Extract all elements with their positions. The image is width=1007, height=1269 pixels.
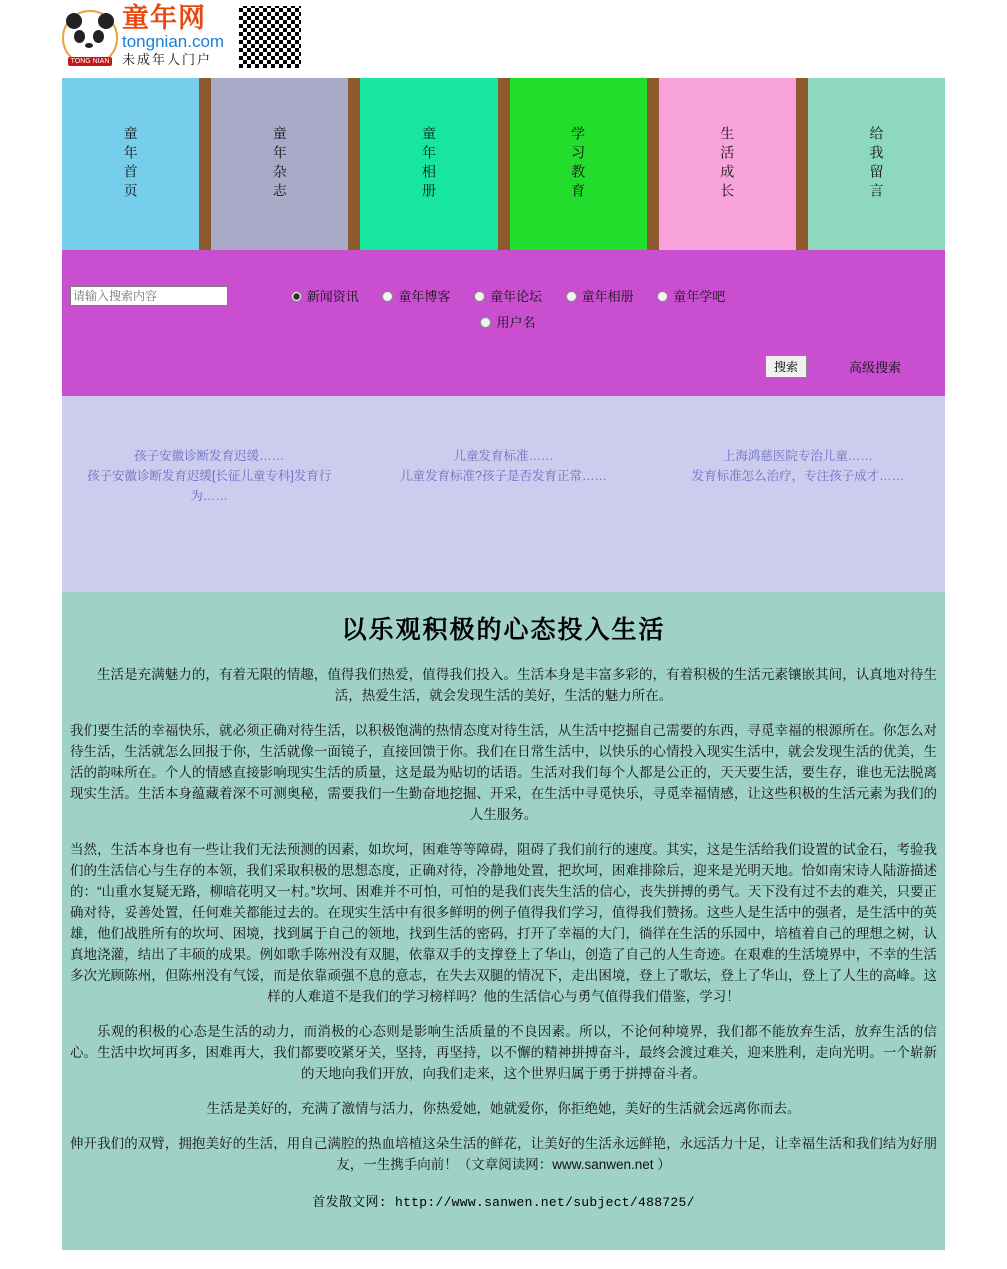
page-title: 以乐观积极的心态投入生活	[341, 616, 666, 644]
radio-icon[interactable]	[657, 291, 668, 302]
article-paragraph: 伸开我们的双臂，拥抱美好的生活，用自己满腔的热血培植这朵生活的鲜花，让美好的生活永远鲜艳，永远活力十足，让幸福生活和我们结为好朋友，一生携手向前！（文章阅读网：www.sanwen.net ）	[70, 1136, 937, 1172]
promo-title[interactable]: 上海鸿慈医院专治儿童……	[722, 449, 873, 463]
search-scope-news[interactable]	[291, 284, 359, 310]
radio-icon[interactable]	[382, 291, 393, 302]
promo-text[interactable]: 儿童发育标准?孩子是否发育正常……	[400, 469, 607, 483]
nav-item-life[interactable]: 生活成长	[659, 78, 796, 250]
search-scope-blog[interactable]	[382, 284, 450, 310]
search-bar	[62, 250, 945, 396]
qr-code-icon	[238, 5, 302, 69]
radio-label: 童年学吧	[673, 289, 726, 304]
radio-label: 童年论坛	[489, 289, 542, 304]
article-paragraph: 我们要生活的幸福快乐，就必须正确对待生活，以积极饱满的热情态度对待生活，从生活中挖掘自己需要的东西，寻觅幸福的根源所在。你怎么对待生活，生活就怎么回报于你，生活就像一面镜子，直接回馈于你。我们在日常生活中，以快乐的心情投入现实生活中，就会发现生活的优美，生活的韵味所在。个人的情感直接影响现实生活的质量，这是最为贴切的话语。生活对我们每个人都是公正的，天天要生活，要生存，谁也无法脱离现实生活。生活本身蕴藏着深不可测奥秘，需要我们一生勤奋地挖掘、开采，在生活中寻觅快乐，寻觅幸福情感，让这些积极的生活元素为我们的人生服务。	[70, 723, 937, 822]
nav-item-message[interactable]: 给我留言	[808, 78, 945, 250]
radio-icon[interactable]	[566, 291, 577, 302]
logo-badge-text: TONG NIAN	[68, 57, 112, 66]
brand-tagline: 未成年人门户	[122, 52, 213, 67]
panda-logo-icon	[62, 10, 118, 66]
promo-title[interactable]: 孩子安徽诊断发育迟缓……	[134, 449, 285, 463]
site-header	[0, 0, 1007, 78]
brand-name-cn: 童年网	[122, 3, 206, 33]
promo-item[interactable]	[371, 446, 636, 592]
search-input[interactable]	[70, 286, 228, 306]
radio-label: 童年相册	[581, 289, 634, 304]
promo-text[interactable]: 发育标准怎么治疗，专注孩子成才……	[691, 469, 905, 483]
promo-text[interactable]: 孩子安徽诊断发育迟缓[长征儿童专科]发育行为……	[86, 469, 332, 503]
search-scope-study[interactable]	[657, 284, 725, 310]
article-body	[62, 592, 945, 1250]
search-scope-radios	[248, 284, 768, 336]
search-scope-forum[interactable]	[474, 284, 542, 310]
advanced-search-link[interactable]: 高级搜索	[848, 360, 901, 375]
article-paragraph: 生活是美好的，充满了激情与活力，你热爱她，她就爱你，你拒绝她，美好的生活就会远离你而去。	[206, 1101, 801, 1116]
nav-item-album[interactable]: 童年相册	[360, 78, 497, 250]
radio-label: 新闻资讯	[306, 289, 359, 304]
search-scope-username[interactable]	[480, 310, 535, 336]
nav-item-home[interactable]: 童年首页	[62, 78, 199, 250]
promo-item[interactable]	[665, 446, 930, 592]
promo-band	[62, 396, 945, 592]
radio-icon[interactable]	[480, 317, 491, 328]
search-scope-album[interactable]	[566, 284, 634, 310]
article-paragraph: 当然，生活本身也有一些让我们无法预测的因素，如坎坷，困难等等障碍，阻碍了我们前行的速度。其实，这是生活给我们设置的试金石，考验我们的生活信心与生存的本领，我们采取积极的思想态度，正确对待，冷静地处置，把坎坷，困难排除后，迎来是光明天地。恰如南宋诗人陆游描述的：“山重水复疑无路，柳暗花明又一村。”坎坷、困难并不可怕，可怕的是我们丧失生活的信心，丧失拼搏的勇气。天下没有过不去的难关，只要正确对待，妥善处置，任何难关都能过去的。在现实生活中有很多鲜明的例子值得我们学习，值得我们赞扬。这些人是生活中的强者，是生活中的英雄，他们战胜所有的坎坷、困境，找到属于自己的领地，找到生活的密码，打开了幸福的大门，徜徉在生活的乐园中，培植着自己的理想之树，认真地浇灌，结出了丰硕的成果。例如歌手陈州没有双腿，依靠双手的支撑登上了华山，创造了自己的人生奇迹。在艰难的生活境界中，不幸的生活多次光顾陈州，但陈州没有气馁，而是依靠顽强不息的意志，在失去双腿的情况下，走出困境，登上了歌坛，登上了华山，登上了人生的高峰。这样的人难道不是我们的学习榜样吗？他的生活信心与勇气值得我们借鉴，学习！	[70, 842, 937, 1004]
nav-item-magazine[interactable]: 童年杂志	[211, 78, 348, 250]
promo-title[interactable]: 儿童发育标准……	[453, 449, 554, 463]
nav-item-education[interactable]: 学习教育	[510, 78, 647, 250]
brand-domain: tongnian.com	[122, 32, 225, 51]
article-paragraph: 乐观的积极的心态是生活的动力，而消极的心态则是影响生活质量的不良因素。所以，不论何种境界，我们都不能放弃生活，放弃生活的信心。生活中坎坷再多，困难再大，我们都要咬紧牙关，坚持，再坚持，以不懈的精神拼搏奋斗，最终会渡过难关，迎来胜利，走向光明。一个崭新的天地向我们开放，向我们走来，这个世界归属于勇于拼搏奋斗者。	[70, 1024, 937, 1081]
article-paragraph: 生活是充满魅力的，有着无限的情趣，值得我们热爱，值得我们投入。生活本身是丰富多彩的，有着积极的生活元素镶嵌其间，认真地对待生活，热爱生活，就会发现生活的美好，生活的魅力所在。	[97, 667, 937, 703]
article-source-link[interactable]: 首发散文网: http://www.sanwen.net/subject/488725/	[312, 1195, 695, 1210]
promo-item[interactable]	[77, 446, 342, 592]
radio-icon[interactable]	[474, 291, 485, 302]
search-button[interactable]: 搜索	[765, 355, 807, 378]
main-nav	[62, 78, 945, 250]
radio-label: 童年博客	[398, 289, 451, 304]
site-logo[interactable]	[62, 0, 224, 72]
radio-label: 用户名	[496, 315, 536, 330]
radio-icon[interactable]	[291, 291, 302, 302]
